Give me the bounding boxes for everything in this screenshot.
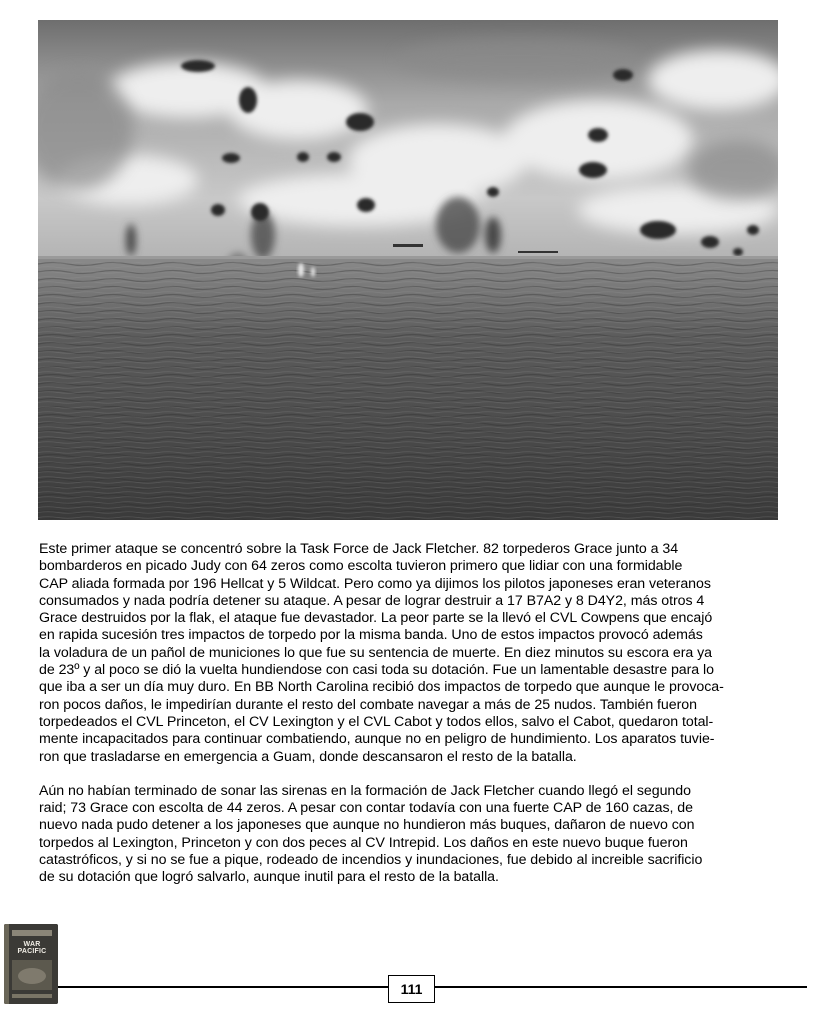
cover-title-line1: WAR <box>23 941 41 948</box>
page-number <box>388 975 435 1003</box>
naval-battle-photo <box>38 20 778 520</box>
article-body <box>39 541 799 904</box>
page-number-label: 111 <box>400 981 423 997</box>
paragraph-1: Este primer ataque se concentró sobre la Task Force de Jack Fletcher. 82 torpederos Grace junto a 34 bombarderos en picado Judy con 64 zeros como escolta tuvieron primero que lidiar con una formidable CAP aliada formada por 196 Hellcat y 5 Wildcat. Pero como ya dijimos los pilotos japoneses eran veteranos consumados y nada podría detener su ataque. A pesar de lograr destruir a 17 B7A2 y 8 D4Y2, más otros 4 Grace destruidos por la flak, el ataque fue devastador. La peor parte se la llevó el CVL Cowpens que encajó en rapida sucesión tres impactos de torpedo por la misma banda. Uno de estos impactos provocó además la voladura de un pañol de municiones lo que fue su sentencia de muerte. En diez minutos su escora era ya de 23º y al poco se dió la vuelta hundiendose con casi toda su dotación. Fue un lamentable desastre para lo que iba a ser un día muy duro. En BB North Carolina recibió dos impactos de torpedo que aunque le provoca- ron pocos daños, le impedirían durante el resto del combate navegar a más de 25 nudos. También fueron torpedeados el CVL Princeton, el CV Lexington y el CVL Cabot y todos ellos, salvo el Cabot, quedaron total- mente incapacitados para continuar combatiendo, aunque no en peligro de hundimiento. Los aparatos tuvie- ron que trasladarse en emergencia a Guam, donde descansaron el resto de la batalla. <box>39 541 724 765</box>
paragraph-2: Aún no habían terminado de sonar las sirenas en la formación de Jack Fletcher cuando llegó el segundo raid; 73 Grace con escolta de 44 zeros. A pesar con contar todavía con una fuerte CAP de 160 cazas, de nuevo nada pudo detener a los japoneses que aunque no hundieron más buques, dañaron de nuevo con torpedos al Lexington, Princeton y con dos peces al CV Intrepid. Los daños en este nuevo buque fueron catastróficos, y si no se fue a pique, rodeado de incendios y inundaciones, fue debido al increible sacrificio de su dotación que logró salvarlo, aunque inutil para el resto de la batalla. <box>39 782 703 886</box>
game-box-cover-icon <box>4 924 58 1004</box>
cover-title-line2: PACIFIC <box>17 948 47 955</box>
